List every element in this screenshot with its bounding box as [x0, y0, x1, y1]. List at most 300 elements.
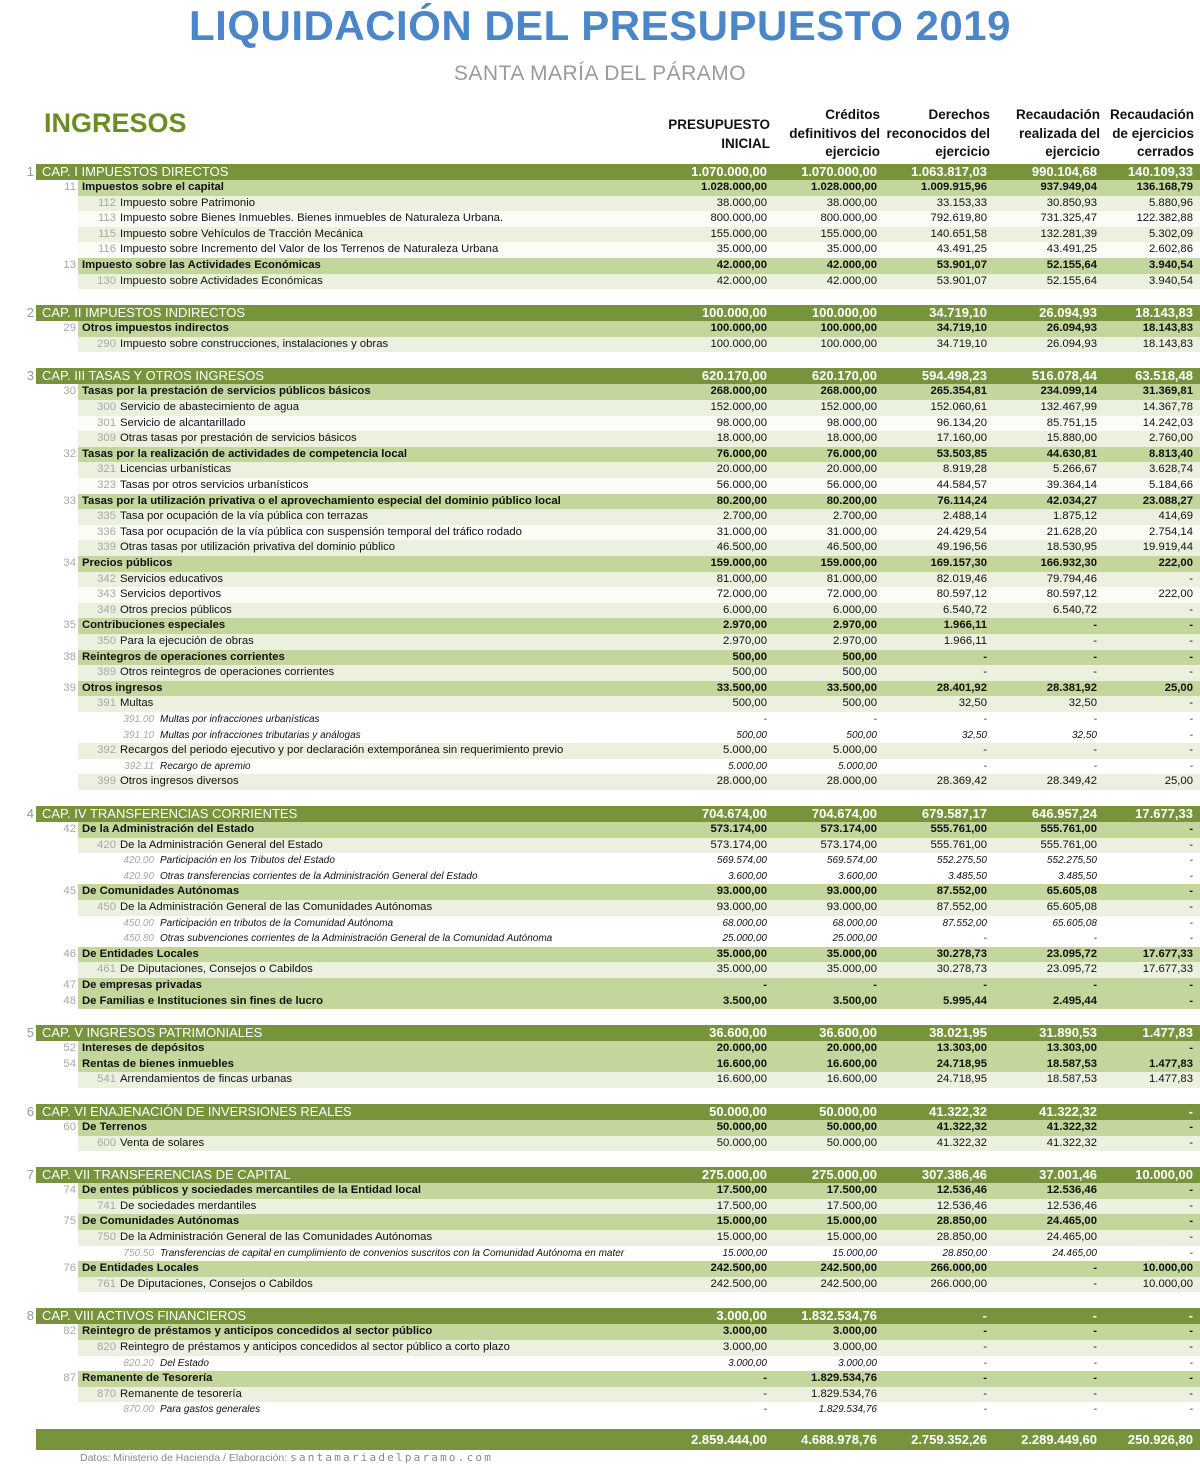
concept-row [0, 337, 1200, 353]
row-value: 80.597,12 [936, 588, 987, 601]
row-value: 17.160,00 [936, 432, 987, 445]
row-value: 3.485,50 [948, 870, 987, 882]
row-code: 300 [97, 401, 116, 413]
row-description: De Comunidades Autónomas [82, 885, 240, 898]
row-value: 53.901,07 [936, 259, 987, 271]
row-value: 222,00 [1158, 557, 1193, 569]
row-value: 1.875,12 [1053, 510, 1097, 523]
row-value: 500,00 [732, 666, 767, 679]
row-description: Servicios deportivos [120, 588, 222, 601]
row-code: 5 [26, 1025, 34, 1041]
row-value: 21.628,20 [1046, 525, 1097, 538]
row-value: 20.000,00 [826, 463, 877, 476]
row-value: 80.200,00 [716, 494, 767, 507]
row-value: 140.109,33 [1127, 164, 1193, 179]
row-code: 60 [63, 1121, 76, 1133]
row-description: De Diputaciones, Consejos o Cabildos [120, 1277, 313, 1290]
row-value: 500,00 [846, 729, 877, 741]
row-value: - [983, 650, 987, 663]
row-value: 53.901,07 [936, 274, 987, 287]
row-value: 81.000,00 [826, 572, 877, 585]
article-row [0, 1120, 1200, 1136]
row-value: - [1189, 729, 1193, 741]
row-value: - [1093, 635, 1097, 647]
row-value: 18.143,83 [1142, 322, 1193, 335]
row-code: 52 [63, 1042, 76, 1055]
article-row [0, 994, 1200, 1010]
column-header-recaudacion-realizada: Recaudación realizada del ejercicio [1015, 107, 1100, 159]
row-value: 12.536,46 [936, 1199, 987, 1212]
row-value: 28.349,42 [1046, 775, 1097, 788]
row-value: 65.605,08 [1046, 885, 1097, 898]
concept-row [0, 962, 1200, 978]
row-value: - [983, 1357, 987, 1369]
row-value: 2.970,00 [833, 619, 877, 632]
row-value: 100.000,00 [710, 322, 767, 335]
row-code: 541 [97, 1073, 116, 1086]
row-value: 3.628,74 [1149, 463, 1193, 476]
row-value: - [982, 1308, 987, 1324]
row-code: 45 [63, 885, 76, 898]
article-row [0, 822, 1200, 838]
row-value: - [1189, 855, 1193, 867]
row-code: 32 [63, 447, 76, 460]
row-value: 42.000,00 [826, 259, 877, 271]
row-value: 38.000,00 [826, 196, 877, 209]
row-value: 15.000,00 [826, 1231, 877, 1243]
row-value: 18.587,53 [1046, 1073, 1097, 1086]
row-code: 113 [97, 212, 116, 225]
row-value: 100.000,00 [811, 305, 877, 321]
row-description: Tasas por la utilización privativa o el aprovechamiento especial del dominio público local [82, 494, 561, 507]
row-code: 391.00 [123, 714, 154, 725]
row-value: 3.485,50 [1058, 870, 1097, 882]
row-description: Impuesto sobre Patrimonio [120, 196, 255, 209]
row-value: - [983, 933, 987, 945]
row-description: Multas por infracciones tributarias y análogas [160, 729, 361, 741]
row-value: 10.000,00 [1135, 1167, 1193, 1183]
row-value: - [873, 979, 877, 991]
row-value: 500,00 [842, 697, 877, 710]
row-value: - [1189, 885, 1193, 898]
row-value: 24.429,54 [936, 525, 987, 538]
row-value: 132.467,99 [1040, 401, 1097, 413]
row-value: 234.099,14 [1040, 385, 1097, 398]
row-value: 2.760,00 [1149, 432, 1193, 445]
row-value: - [983, 1372, 987, 1385]
article-row [0, 180, 1200, 196]
row-code: 112 [97, 196, 116, 209]
row-description: Impuesto sobre Actividades Económicas [120, 274, 323, 287]
chapter-row [0, 1025, 1200, 1041]
row-value: - [1189, 1199, 1193, 1212]
row-value: 140.651,58 [930, 227, 987, 240]
row-value: 28.381,92 [1046, 681, 1097, 694]
concept-row [0, 1277, 1200, 1293]
row-value: 3.000,00 [833, 1325, 877, 1338]
row-value: 12.536,46 [1046, 1184, 1097, 1197]
row-value: 6.540,72 [1053, 603, 1097, 616]
row-value: 275.000,00 [811, 1167, 877, 1183]
row-description: CAP. II IMPUESTOS INDIRECTOS [42, 305, 245, 321]
article-row [0, 947, 1200, 963]
row-value: 18.143,83 [1135, 305, 1193, 321]
row-value: 18.530,95 [1046, 541, 1097, 554]
row-description: De Entidades Locales [82, 1262, 199, 1275]
row-value: 33.500,00 [716, 681, 767, 694]
row-value: 3.000,00 [716, 1308, 767, 1324]
row-value: 68.000,00 [722, 917, 767, 929]
row-description: De la Administración General de las Comunidades Autónomas [120, 901, 433, 913]
row-description: De Comunidades Autónomas [82, 1215, 240, 1228]
row-code: 391.10 [123, 729, 154, 741]
row-value: 32,50 [961, 729, 987, 741]
row-value: 2.970,00 [833, 635, 877, 647]
row-value: 15.000,00 [832, 1247, 877, 1259]
row-value: 3.940,54 [1149, 274, 1193, 287]
row-value: 24.718,95 [936, 1057, 987, 1070]
row-value: 1.063.817,03 [911, 164, 987, 179]
row-code: 750.50 [123, 1247, 154, 1259]
row-value: 307.386,46 [921, 1167, 987, 1183]
row-value: 18.000,00 [716, 432, 767, 445]
row-value: 17.500,00 [716, 1199, 767, 1212]
row-value: - [1189, 1247, 1193, 1259]
row-value: 44.584,57 [936, 479, 987, 491]
row-code: 321 [97, 463, 116, 476]
row-value: 152.000,00 [710, 401, 767, 413]
row-value: 555.761,00 [930, 823, 987, 835]
row-code: 54 [63, 1057, 76, 1070]
concept-row [0, 227, 1200, 243]
row-value: 42.000,00 [716, 274, 767, 287]
row-value: 42.034,27 [1046, 494, 1097, 507]
chapter-row [0, 368, 1200, 384]
row-value: 5.266,67 [1053, 463, 1097, 476]
row-value: - [1189, 760, 1193, 772]
row-value: 13.303,00 [1046, 1042, 1097, 1055]
row-code: 820.20 [123, 1357, 154, 1369]
row-value: 25.000,00 [832, 933, 877, 945]
row-value: - [983, 1341, 987, 1353]
row-value: 41.322,32 [929, 1104, 987, 1119]
subconcept-row [0, 1246, 1200, 1262]
subconcept-row [0, 728, 1200, 744]
row-value: 46.500,00 [716, 541, 767, 554]
row-value: 63.518,48 [1135, 368, 1193, 384]
row-value: - [763, 714, 767, 725]
row-value: 17.677,33 [1142, 947, 1193, 960]
row-description: Reintegros de operaciones corrientes [82, 650, 285, 663]
row-value: 17.500,00 [826, 1199, 877, 1212]
row-value: 42.000,00 [716, 259, 767, 271]
row-description: Remanente de Tesorería [82, 1372, 213, 1385]
row-code: 115 [97, 227, 116, 240]
row-value: - [1189, 603, 1193, 616]
concept-row [0, 743, 1200, 759]
row-value: 266.000,00 [930, 1262, 987, 1275]
row-value: 3.500,00 [833, 994, 877, 1007]
concept-row [0, 431, 1200, 447]
concept-row [0, 196, 1200, 212]
row-code: 8 [26, 1308, 34, 1324]
subconcept-row [0, 712, 1200, 728]
row-value: 24.465,00 [1046, 1231, 1097, 1243]
row-value: 31.000,00 [716, 525, 767, 538]
row-value: 569.574,00 [826, 855, 877, 867]
footer-site: santamariadelparamo.com [290, 1451, 494, 1464]
row-code: 349 [97, 603, 116, 616]
row-value: - [1189, 1372, 1193, 1385]
row-value: 43.491,25 [936, 243, 987, 256]
article-row [0, 556, 1200, 572]
chapter-row [0, 305, 1200, 321]
row-description: Impuesto sobre las Actividades Económicas [82, 259, 321, 271]
row-description: Rentas de bienes inmuebles [82, 1057, 234, 1070]
total-value: 2.289.449,60 [1021, 1432, 1097, 1447]
row-value: 5.000,00 [728, 760, 767, 772]
row-value: - [983, 760, 987, 772]
row-value: - [1189, 1387, 1193, 1400]
row-code: 301 [97, 416, 116, 429]
row-value: 100.000,00 [820, 322, 877, 335]
row-description: Otros impuestos indirectos [82, 322, 229, 335]
row-value: 12.536,46 [936, 1184, 987, 1197]
row-description: Otras tasas por utilización privativa del dominio público [120, 541, 396, 554]
row-value: 414,69 [1158, 510, 1193, 523]
row-value: 36.600,00 [819, 1025, 877, 1041]
row-value: - [1189, 1042, 1193, 1055]
row-value: 33.153,33 [936, 196, 987, 209]
row-value: 15.000,00 [716, 1215, 767, 1228]
row-value: 68.000,00 [832, 917, 877, 929]
row-value: 500,00 [732, 650, 767, 663]
subconcept-row [0, 853, 1200, 869]
row-value: - [763, 1387, 767, 1400]
row-value: - [983, 1387, 987, 1400]
concept-row [0, 1230, 1200, 1246]
row-value: 18.587,53 [1046, 1057, 1097, 1070]
row-description: De sociedades merdantiles [120, 1199, 257, 1212]
row-value: 24.465,00 [1052, 1247, 1097, 1259]
article-row [0, 321, 1200, 337]
row-value: 34.719,10 [929, 305, 987, 321]
row-value: 6.540,72 [943, 603, 987, 616]
row-value: - [1189, 838, 1193, 851]
row-value: - [1189, 744, 1193, 757]
row-code: 820 [97, 1341, 116, 1353]
row-value: 23.088,27 [1142, 494, 1193, 507]
row-value: - [1189, 1404, 1193, 1416]
row-value: - [1189, 917, 1193, 929]
row-value: 56.000,00 [716, 479, 767, 491]
row-description: De Familias e Instituciones sin fines de lucro [82, 994, 324, 1007]
row-value: 16.600,00 [826, 1073, 877, 1086]
row-value: 100.000,00 [710, 337, 767, 350]
row-value: 552.275,50 [936, 855, 987, 867]
row-value: 50.000,00 [709, 1104, 767, 1119]
row-value: 20.000,00 [716, 1042, 767, 1055]
row-value: 937.949,04 [1040, 181, 1097, 193]
row-value: 3.600,00 [728, 870, 767, 882]
subconcept-row [0, 916, 1200, 932]
row-value: 80.597,12 [1046, 588, 1097, 601]
row-value: 265.354,81 [930, 385, 987, 398]
row-code: 392 [97, 744, 116, 757]
row-value: 82.019,46 [936, 572, 987, 585]
row-value: 594.498,23 [921, 368, 987, 384]
row-value: 15.000,00 [826, 1215, 877, 1228]
row-code: 34 [63, 557, 76, 569]
row-value: 3.600,00 [838, 870, 877, 882]
row-value: - [983, 979, 987, 991]
column-header-derechos-reconocidos: Derechos reconocidos del ejercicio [886, 107, 990, 159]
row-description: Otros precios públicos [120, 603, 232, 616]
row-value: - [1093, 760, 1097, 772]
row-value: 41.322,32 [1046, 1121, 1097, 1133]
row-value: 87.552,00 [936, 885, 987, 898]
row-value: 46.500,00 [826, 541, 877, 554]
row-value: 35.000,00 [826, 243, 877, 256]
row-value: 646.957,24 [1031, 806, 1097, 821]
row-code: 47 [63, 979, 76, 991]
row-code: 461 [97, 963, 116, 976]
article-row [0, 1214, 1200, 1230]
row-description: De empresas privadas [82, 979, 202, 991]
row-value: 1.009.915,96 [921, 181, 987, 193]
row-value: 5.000,00 [723, 744, 767, 757]
row-value: 31.890,53 [1039, 1025, 1097, 1041]
row-code: 323 [97, 479, 116, 491]
row-value: 93.000,00 [826, 885, 877, 898]
concept-row [0, 242, 1200, 258]
row-value: 93.000,00 [716, 885, 767, 898]
row-code: 600 [97, 1136, 116, 1149]
row-value: 32,50 [1068, 697, 1097, 710]
row-value: 555.761,00 [930, 838, 987, 851]
row-value: 15.000,00 [722, 1247, 767, 1259]
row-description: Otras transferencias corrientes de la Administración General del Estado [160, 870, 478, 882]
footer-source: Datos: Ministerio de Hacienda / Elaboración: [80, 1452, 288, 1464]
row-value: - [1093, 714, 1097, 725]
row-value: 28.000,00 [826, 775, 877, 788]
row-description: Impuestos sobre el capital [82, 181, 224, 193]
row-description: Licencias urbanísticas [120, 463, 232, 476]
row-code: 450.00 [123, 917, 154, 929]
row-value: - [1188, 1308, 1193, 1324]
row-code: 29 [63, 322, 76, 335]
row-description: Tasas por la realización de actividades de competencia local [82, 447, 408, 460]
row-value: 1.028.000,00 [811, 181, 877, 193]
row-code: 389 [97, 666, 116, 679]
row-value: 169.157,30 [930, 557, 987, 569]
row-code: 309 [97, 432, 116, 445]
article-row [0, 681, 1200, 697]
row-value: 20.000,00 [826, 1042, 877, 1055]
concept-row [0, 1387, 1200, 1403]
row-value: - [983, 1404, 987, 1416]
row-value: 80.200,00 [826, 494, 877, 507]
total-value: 2.759.352,26 [911, 1432, 987, 1447]
row-value: 500,00 [736, 729, 767, 741]
row-value: 500,00 [842, 666, 877, 679]
row-value: 166.932,30 [1040, 557, 1097, 569]
row-value: 1.966,11 [943, 619, 987, 632]
row-value: - [1189, 901, 1193, 913]
row-value: - [1189, 697, 1193, 710]
row-value: 26.094,93 [1046, 322, 1097, 335]
row-description: Transferencias de capital en cumplimiento de convenios suscritos con la Comunidad Autónoma en mater [160, 1247, 625, 1259]
row-value: - [1093, 744, 1097, 757]
row-value: 41.322,32 [936, 1121, 987, 1133]
subconcept-row [0, 1356, 1200, 1372]
row-description: Otros ingresos [82, 681, 163, 694]
row-value: 704.674,00 [811, 806, 877, 821]
row-description: Para la ejecución de obras [120, 635, 254, 647]
row-code: 339 [97, 541, 116, 554]
concept-row [0, 540, 1200, 556]
row-value: - [983, 714, 987, 725]
row-value: 17.500,00 [826, 1184, 877, 1197]
row-value: 28.850,00 [942, 1247, 987, 1259]
row-value: - [1189, 933, 1193, 945]
row-value: 132.281,39 [1040, 227, 1097, 240]
row-value: 24.465,00 [1046, 1215, 1097, 1228]
row-value: 23.095,72 [1046, 947, 1097, 960]
row-value: 20.000,00 [716, 463, 767, 476]
row-description: De entes públicos y sociedades mercantiles de la Entidad local [82, 1184, 422, 1197]
row-code: 290 [97, 337, 116, 350]
row-value: 32,50 [958, 697, 987, 710]
row-code: 75 [63, 1215, 76, 1228]
row-value: 5.880,96 [1149, 196, 1193, 209]
concept-row [0, 509, 1200, 525]
row-value: 16.600,00 [716, 1057, 767, 1070]
row-value: - [1189, 1215, 1193, 1228]
row-value: 30.278,73 [936, 947, 987, 960]
row-value: 28.850,00 [936, 1231, 987, 1243]
row-value: 17.677,33 [1142, 963, 1193, 976]
row-value: - [763, 1404, 767, 1416]
row-description: De Diputaciones, Consejos o Cabildos [120, 963, 313, 976]
row-value: 3.000,00 [723, 1325, 767, 1338]
row-description: Tasas por otros servicios urbanísticos [120, 479, 309, 491]
row-value: 679.587,17 [921, 806, 987, 821]
row-value: - [1189, 1325, 1193, 1338]
concept-row [0, 400, 1200, 416]
row-value: 52.155,64 [1046, 274, 1097, 287]
total-value: 4.688.978,76 [801, 1432, 877, 1447]
row-value: 52.155,64 [1046, 259, 1097, 271]
concept-row [0, 462, 1200, 478]
article-row [0, 494, 1200, 510]
row-code: 870.00 [123, 1404, 154, 1416]
row-value: 87.552,00 [942, 917, 987, 929]
row-description: Impuesto sobre Incremento del Valor de los Terrenos de Naturaleza Urbana [120, 243, 499, 256]
row-value: 12.536,46 [1046, 1199, 1097, 1212]
row-value: - [1189, 870, 1193, 882]
row-value: 2.602,86 [1149, 243, 1193, 256]
row-description: Del Estado [160, 1357, 209, 1369]
concept-row [0, 587, 1200, 603]
row-value: - [983, 744, 987, 757]
concept-row [0, 634, 1200, 650]
row-value: 85.751,15 [1046, 416, 1097, 429]
row-value: 35.000,00 [826, 963, 877, 976]
row-description: Venta de solares [120, 1136, 205, 1149]
row-value: 42.000,00 [826, 274, 877, 287]
row-value: 222,00 [1158, 588, 1193, 601]
